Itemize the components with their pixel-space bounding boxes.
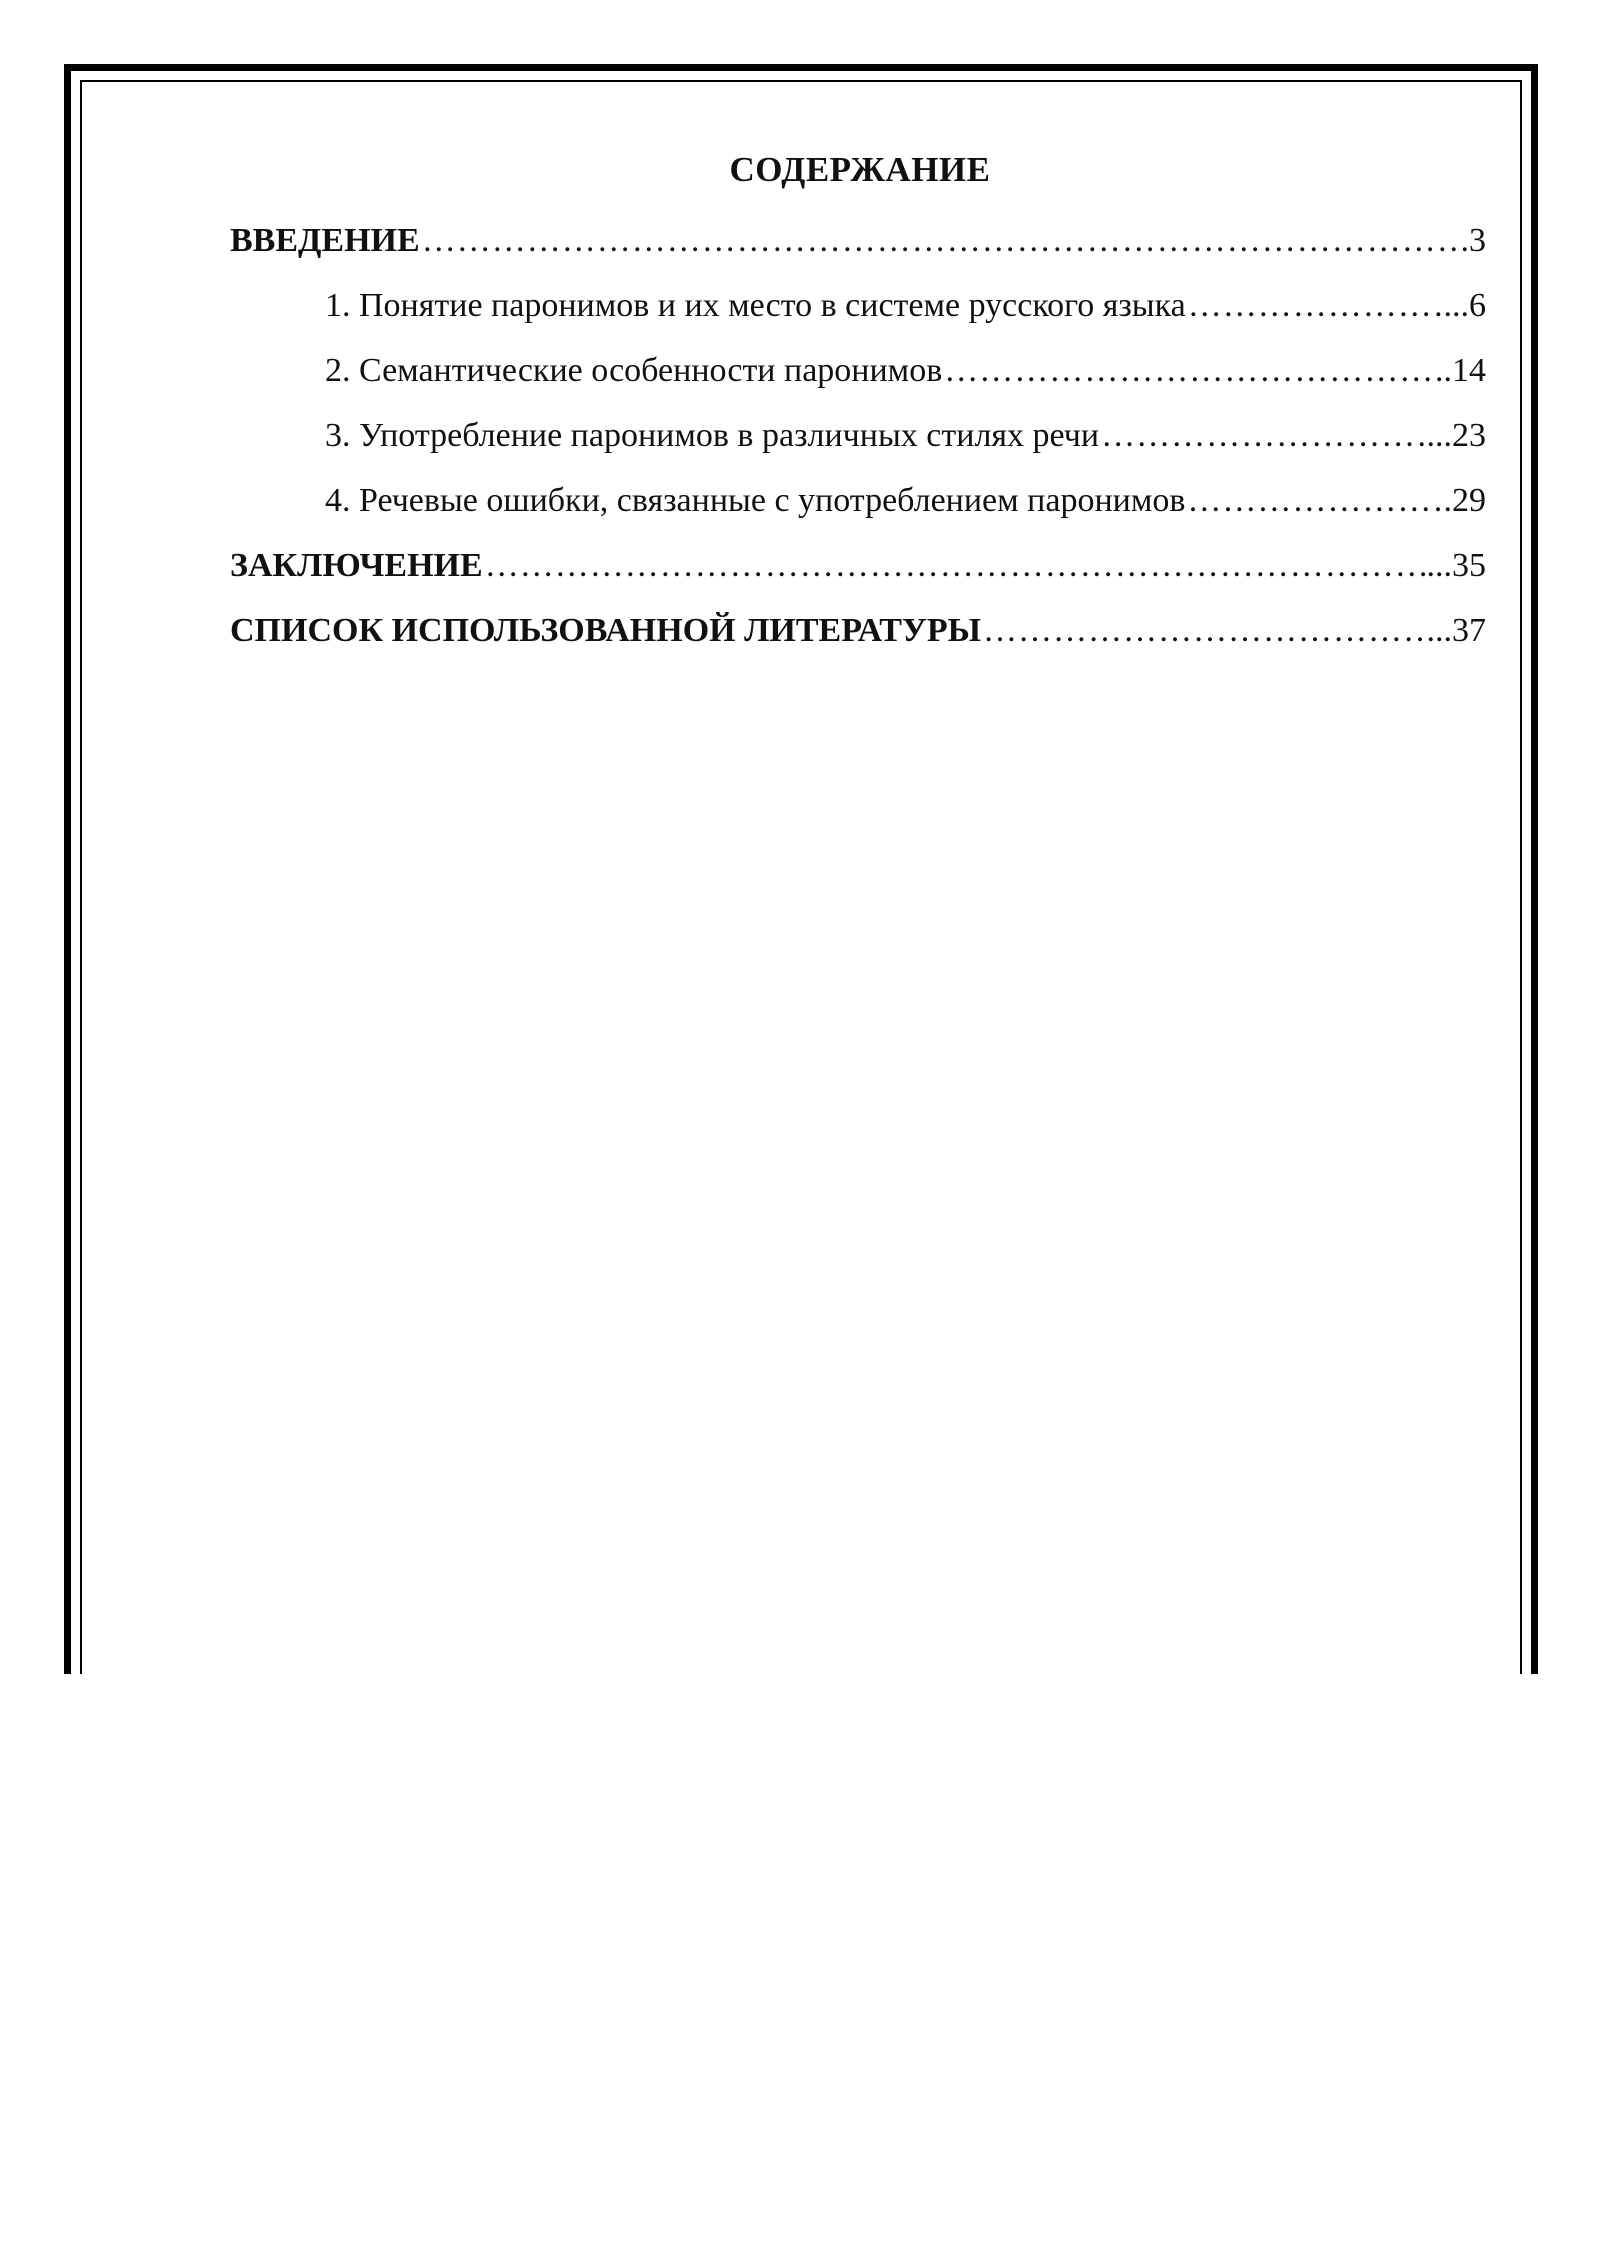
toc-entry-introduction: [230, 221, 1486, 261]
toc-dot-leader: [1188, 286, 1442, 326]
toc-entry-page: ...37: [1426, 612, 1486, 649]
toc-entry-label: 2. Семантические особенности паронимов: [325, 352, 943, 389]
toc-entry-page: .29: [1443, 482, 1486, 519]
toc-entry-page: ...35: [1426, 547, 1486, 584]
toc-entry-page: ...6: [1443, 287, 1486, 324]
toc-entry-chapter-1: [325, 286, 1486, 326]
toc-entry-label: ВВЕДЕНИЕ: [230, 222, 420, 259]
toc-dot-leader: [422, 221, 1459, 261]
toc-dot-leader: [485, 546, 1425, 586]
toc-dot-leader: [1187, 481, 1441, 521]
toc-entry-label: ЗАКЛЮЧЕНИЕ: [230, 547, 483, 584]
toc-entry-chapter-3: [325, 416, 1486, 456]
toc-entry-conclusion: [230, 546, 1486, 586]
toc-entry-page: ...23: [1426, 417, 1486, 454]
toc-entry-page: .3: [1460, 222, 1486, 259]
toc-dot-leader: [944, 351, 1433, 391]
toc-title: СОДЕРЖАНИЕ: [729, 150, 991, 189]
toc-entry-bibliography: [230, 611, 1486, 651]
toc-entry-label: 4. Речевые ошибки, связанные с употреблением паронимов: [325, 482, 1186, 519]
toc-dot-leader: [983, 611, 1425, 651]
toc-entry-label: СПИСОК ИСПОЛЬЗОВАННОЙ ЛИТЕРАТУРЫ: [230, 612, 981, 649]
toc-entry-chapter-4: [325, 481, 1486, 521]
toc-entry-label: 3. Употребление паронимов в различных стилях речи: [325, 417, 1100, 454]
toc-entry-page: ..14: [1435, 352, 1486, 389]
toc-entry-label: 1. Понятие паронимов и их место в системе русского языка: [325, 287, 1186, 324]
toc-dot-leader: [1101, 416, 1424, 456]
toc-entry-chapter-2: [325, 351, 1486, 391]
